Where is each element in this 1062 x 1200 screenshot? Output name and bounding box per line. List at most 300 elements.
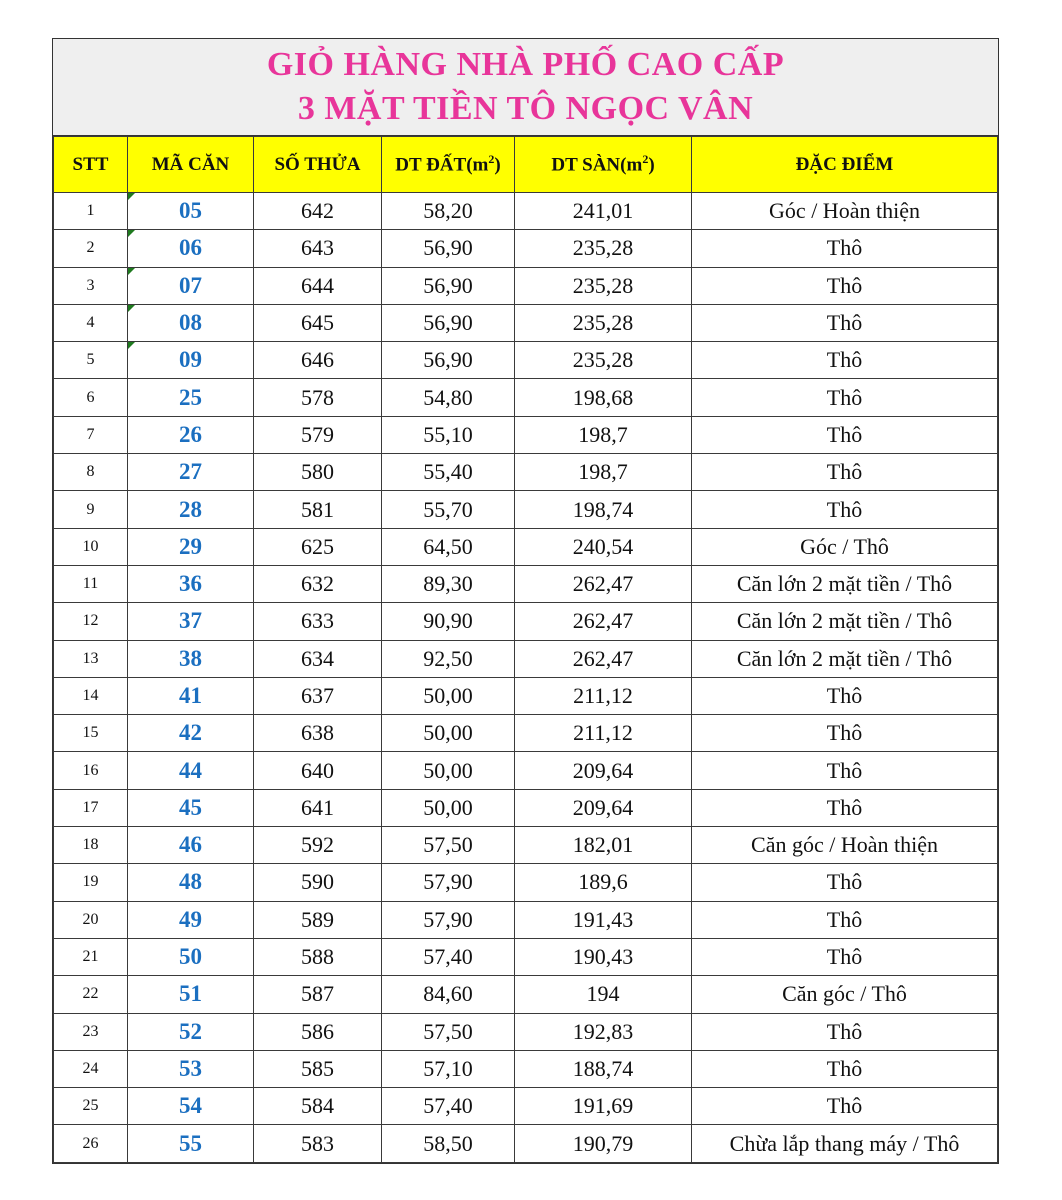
cell-dt-san-value: 209,64 <box>572 794 634 820</box>
cell-dac-diem <box>692 715 998 752</box>
cell-dac-diem-value: Thô <box>826 869 863 895</box>
cell-ma-can-value: 41 <box>179 683 202 708</box>
cell-dac-diem-value: Căn góc / Hoàn thiện <box>751 832 938 858</box>
cell-ma-can-value: 25 <box>179 384 202 410</box>
cell-dt-dat-value: 57,50 <box>423 1018 473 1044</box>
cell-dac-diem-value: Thô <box>826 310 863 336</box>
cell-so-thua <box>254 752 382 789</box>
header-dac-diem: ĐẶC ĐIỂM <box>692 137 998 193</box>
cell-stt-value: 10 <box>82 537 99 555</box>
price-list-sheet <box>52 38 999 1164</box>
cell-ma-can <box>128 454 254 491</box>
cell-so-thua-value: 588 <box>301 944 334 970</box>
cell-dt-dat <box>382 1088 515 1125</box>
cell-dac-diem-value: Thô <box>826 720 863 746</box>
cell-dt-dat <box>382 491 515 528</box>
cell-dt-dat <box>382 342 515 379</box>
cell-dt-san-value: 262,47 <box>572 608 634 634</box>
cell-dac-diem <box>692 1050 998 1087</box>
table-row <box>54 827 998 864</box>
cell-dt-san <box>515 267 692 304</box>
cell-dt-san-value: 198,7 <box>578 421 628 447</box>
header-dt-dat-close: ) <box>494 154 501 176</box>
cell-ma-can-value: 27 <box>179 459 202 485</box>
cell-dt-dat <box>382 752 515 789</box>
cell-so-thua <box>254 491 382 528</box>
cell-dac-diem <box>692 1125 998 1162</box>
cell-stt-value: 1 <box>86 202 95 220</box>
cell-dt-san-value: 211,12 <box>573 683 633 708</box>
cell-dt-dat <box>382 864 515 901</box>
cell-ma-can <box>128 342 254 379</box>
cell-stt <box>54 603 128 640</box>
cell-so-thua-value: 642 <box>301 198 334 224</box>
cell-dac-diem <box>692 677 998 714</box>
cell-stt <box>54 491 128 528</box>
cell-ma-can <box>128 230 254 267</box>
table-row <box>54 342 998 379</box>
cell-stt-value: 24 <box>82 1059 99 1077</box>
cell-dt-san <box>515 1088 692 1125</box>
cell-ma-can-value: 09 <box>179 347 202 373</box>
cell-dt-san <box>515 230 692 267</box>
cell-so-thua-value: 645 <box>301 310 334 336</box>
cell-ma-can <box>128 565 254 602</box>
cell-stt-value: 3 <box>86 276 95 294</box>
cell-so-thua <box>254 976 382 1013</box>
cell-ma-can-value: 52 <box>179 1018 202 1044</box>
cell-so-thua-value: 638 <box>301 720 334 746</box>
cell-ma-can-value: 29 <box>179 533 202 559</box>
cell-dt-dat <box>382 938 515 975</box>
cell-dac-diem <box>692 379 998 416</box>
cell-dac-diem-value: Căn lớn 2 mặt tiền / Thô <box>736 571 953 597</box>
cell-dt-dat-value: 90,90 <box>423 608 473 634</box>
cell-dac-diem-value: Chừa lắp thang máy / Thô <box>729 1130 960 1156</box>
cell-stt <box>54 416 128 453</box>
cell-dac-diem <box>692 491 998 528</box>
cell-stt <box>54 901 128 938</box>
cell-so-thua <box>254 603 382 640</box>
cell-so-thua-value: 632 <box>301 571 334 597</box>
cell-dac-diem <box>692 901 998 938</box>
cell-so-thua-value: 592 <box>301 832 334 858</box>
cell-stt <box>54 1050 128 1087</box>
cell-so-thua-value: 579 <box>301 421 334 447</box>
cell-dt-dat-value: 89,30 <box>423 571 473 597</box>
table-row <box>54 1050 998 1087</box>
comment-indicator-icon <box>128 230 135 237</box>
cell-stt <box>54 193 128 230</box>
cell-so-thua-value: 646 <box>301 347 334 373</box>
cell-stt-value: 16 <box>82 761 99 779</box>
cell-ma-can <box>128 677 254 714</box>
cell-dac-diem <box>692 1088 998 1125</box>
cell-so-thua <box>254 827 382 864</box>
cell-dac-diem <box>692 528 998 565</box>
table-row <box>54 528 998 565</box>
cell-ma-can-value: 44 <box>179 757 202 783</box>
cell-so-thua-value: 634 <box>301 645 334 671</box>
cell-dt-san <box>515 677 692 714</box>
cell-dt-dat-value: 57,90 <box>423 869 473 895</box>
cell-dt-san-value: 190,43 <box>572 944 634 970</box>
cell-stt-value: 5 <box>86 351 95 369</box>
cell-dac-diem-value: Thô <box>826 683 863 708</box>
cell-dt-dat-value: 64,50 <box>423 533 473 559</box>
cell-dt-dat-value: 56,90 <box>423 310 473 336</box>
cell-so-thua <box>254 1050 382 1087</box>
cell-stt <box>54 1088 128 1125</box>
cell-stt <box>54 640 128 677</box>
cell-dac-diem-value: Thô <box>826 1093 863 1119</box>
cell-dt-dat <box>382 976 515 1013</box>
cell-stt-value: 4 <box>86 314 95 332</box>
table-row <box>54 752 998 789</box>
table-row <box>54 379 998 416</box>
units-table <box>53 136 998 1163</box>
cell-ma-can <box>128 603 254 640</box>
cell-so-thua <box>254 715 382 752</box>
cell-dt-dat-value: 92,50 <box>423 645 473 671</box>
cell-so-thua <box>254 454 382 491</box>
cell-ma-can <box>128 1125 254 1162</box>
cell-dac-diem <box>692 976 998 1013</box>
cell-dac-diem-value: Thô <box>826 906 863 932</box>
cell-dt-dat-value: 55,40 <box>423 459 473 485</box>
cell-ma-can-value: 36 <box>179 571 202 597</box>
cell-dt-san-value: 194 <box>586 981 620 1007</box>
cell-dt-dat <box>382 677 515 714</box>
cell-ma-can <box>128 1050 254 1087</box>
cell-dac-diem-value: Thô <box>826 235 863 261</box>
table-row <box>54 640 998 677</box>
cell-so-thua-value: 625 <box>301 533 334 559</box>
cell-dac-diem <box>692 864 998 901</box>
cell-stt-value: 7 <box>86 425 95 443</box>
cell-dt-san <box>515 379 692 416</box>
cell-dac-diem <box>692 304 998 341</box>
cell-dt-dat <box>382 901 515 938</box>
cell-ma-can-value: 05 <box>179 198 202 224</box>
cell-so-thua <box>254 267 382 304</box>
cell-stt-value: 21 <box>82 948 99 966</box>
comment-indicator-icon <box>128 305 135 312</box>
cell-dt-san-value: 235,28 <box>572 347 634 373</box>
cell-dt-san-value: 262,47 <box>572 571 634 597</box>
cell-ma-can-value: 55 <box>179 1130 202 1156</box>
header-dt-san-close: ) <box>648 154 655 176</box>
cell-dac-diem-value: Góc / Thô <box>800 533 889 559</box>
table-row <box>54 864 998 901</box>
cell-dac-diem <box>692 1013 998 1050</box>
cell-dt-san <box>515 1050 692 1087</box>
table-row <box>54 416 998 453</box>
cell-dt-san <box>515 304 692 341</box>
cell-dt-san <box>515 938 692 975</box>
cell-dt-san-value: 190,79 <box>572 1130 634 1156</box>
cell-dt-san-value: 211,12 <box>573 720 633 746</box>
cell-ma-can <box>128 715 254 752</box>
cell-dt-san-value: 240,54 <box>572 533 634 559</box>
cell-dt-san-value: 235,28 <box>572 272 634 298</box>
cell-stt-value: 11 <box>82 575 99 593</box>
cell-dac-diem-value: Thô <box>826 757 863 783</box>
cell-stt-value: 6 <box>86 388 95 406</box>
title-line-2: 3 MẶT TIỀN TÔ NGỌC VÂN <box>297 90 754 127</box>
cell-so-thua-value: 586 <box>301 1018 334 1044</box>
cell-dt-dat <box>382 789 515 826</box>
cell-ma-can <box>128 193 254 230</box>
cell-so-thua <box>254 938 382 975</box>
cell-ma-can <box>128 491 254 528</box>
cell-stt <box>54 789 128 826</box>
cell-dt-san <box>515 976 692 1013</box>
cell-dt-san <box>515 454 692 491</box>
cell-dac-diem <box>692 342 998 379</box>
cell-dt-dat-value: 57,10 <box>423 1055 473 1081</box>
cell-so-thua-value: 590 <box>301 869 334 895</box>
cell-dt-dat-value: 57,50 <box>423 832 473 858</box>
cell-dac-diem-value: Thô <box>826 1018 863 1044</box>
cell-stt-value: 20 <box>82 910 99 928</box>
cell-ma-can <box>128 267 254 304</box>
cell-stt <box>54 677 128 714</box>
header-so-thua: SỐ THỬA <box>254 137 382 193</box>
cell-so-thua <box>254 640 382 677</box>
cell-dt-san <box>515 640 692 677</box>
cell-ma-can-value: 54 <box>179 1093 202 1119</box>
cell-dt-san <box>515 565 692 602</box>
cell-ma-can-value: 08 <box>179 310 202 336</box>
cell-dt-san <box>515 864 692 901</box>
cell-stt <box>54 528 128 565</box>
cell-dt-san-value: 188,74 <box>572 1055 634 1081</box>
cell-ma-can <box>128 901 254 938</box>
cell-stt <box>54 976 128 1013</box>
table-row <box>54 454 998 491</box>
cell-dt-san-value: 198,74 <box>572 496 634 522</box>
cell-stt-value: 25 <box>82 1097 99 1115</box>
cell-so-thua-value: 580 <box>301 459 334 485</box>
cell-dt-dat-value: 58,20 <box>423 198 473 224</box>
cell-ma-can <box>128 640 254 677</box>
cell-dt-dat-value: 50,00 <box>423 720 473 746</box>
table-row <box>54 491 998 528</box>
title-line-1: GIỎ HÀNG NHÀ PHỐ CAO CẤP <box>266 46 785 83</box>
table-row <box>54 789 998 826</box>
table-row <box>54 901 998 938</box>
cell-stt-value: 8 <box>86 463 95 481</box>
cell-so-thua <box>254 304 382 341</box>
cell-dt-dat <box>382 528 515 565</box>
cell-dt-san <box>515 715 692 752</box>
cell-so-thua-value: 584 <box>301 1093 334 1119</box>
cell-dt-san-value: 189,6 <box>578 869 628 895</box>
cell-dac-diem-value: Thô <box>826 272 863 298</box>
cell-so-thua-value: 589 <box>301 906 334 932</box>
comment-indicator-icon <box>128 342 135 349</box>
cell-so-thua-value: 640 <box>301 757 334 783</box>
cell-stt <box>54 864 128 901</box>
cell-so-thua <box>254 230 382 267</box>
title-band <box>53 39 998 136</box>
cell-ma-can <box>128 976 254 1013</box>
cell-so-thua-value: 581 <box>301 496 334 522</box>
cell-dac-diem <box>692 267 998 304</box>
table-row <box>54 1125 998 1162</box>
cell-so-thua-value: 585 <box>301 1055 334 1081</box>
cell-ma-can <box>128 938 254 975</box>
cell-dac-diem-value: Thô <box>826 496 863 522</box>
cell-stt-value: 9 <box>86 500 95 518</box>
cell-dt-san-value: 191,43 <box>572 906 634 932</box>
cell-ma-can-value: 26 <box>179 421 202 447</box>
cell-dt-san <box>515 416 692 453</box>
table-row <box>54 230 998 267</box>
cell-dt-san-value: 262,47 <box>572 645 634 671</box>
cell-stt <box>54 379 128 416</box>
cell-stt <box>54 304 128 341</box>
cell-dt-san <box>515 193 692 230</box>
cell-ma-can-value: 28 <box>179 496 202 522</box>
cell-stt <box>54 454 128 491</box>
cell-dac-diem-value: Góc / Hoàn thiện <box>769 198 920 224</box>
cell-stt-value: 2 <box>86 239 95 257</box>
cell-dt-dat-value: 54,80 <box>423 384 473 410</box>
comment-indicator-icon <box>128 268 135 275</box>
cell-so-thua <box>254 677 382 714</box>
cell-ma-can-value: 50 <box>179 944 202 970</box>
cell-dac-diem-value: Thô <box>826 421 863 447</box>
cell-dt-dat <box>382 827 515 864</box>
cell-dt-dat-value: 84,60 <box>423 981 473 1007</box>
cell-dt-san <box>515 1125 692 1162</box>
cell-so-thua-value: 644 <box>301 272 334 298</box>
cell-ma-can <box>128 379 254 416</box>
cell-so-thua <box>254 565 382 602</box>
cell-stt-value: 14 <box>82 687 99 704</box>
cell-so-thua-value: 587 <box>301 981 334 1007</box>
table-row <box>54 304 998 341</box>
cell-stt-value: 23 <box>82 1022 99 1040</box>
cell-dt-san <box>515 528 692 565</box>
header-dt-dat <box>382 137 515 193</box>
cell-dt-san-value: 198,7 <box>578 459 628 485</box>
cell-so-thua-value: 637 <box>301 683 334 708</box>
cell-dt-san-value: 235,28 <box>572 310 634 336</box>
cell-ma-can <box>128 304 254 341</box>
cell-dac-diem <box>692 752 998 789</box>
cell-stt <box>54 565 128 602</box>
cell-so-thua <box>254 342 382 379</box>
table-body <box>54 193 998 1163</box>
cell-dt-dat-value: 50,00 <box>423 683 473 708</box>
header-dt-san-exponent: 2 <box>642 152 649 167</box>
cell-dac-diem <box>692 565 998 602</box>
cell-dt-san-value: 209,64 <box>572 757 634 783</box>
cell-dt-dat <box>382 230 515 267</box>
cell-ma-can-value: 38 <box>179 645 202 671</box>
cell-so-thua <box>254 379 382 416</box>
header-dt-san <box>515 137 692 193</box>
cell-dac-diem-value: Căn lớn 2 mặt tiền / Thô <box>736 645 953 671</box>
cell-dt-dat-value: 57,40 <box>423 944 473 970</box>
cell-stt-value: 18 <box>82 836 99 854</box>
cell-ma-can <box>128 416 254 453</box>
cell-dac-diem <box>692 603 998 640</box>
cell-ma-can <box>128 864 254 901</box>
cell-dt-dat-value: 56,90 <box>423 347 473 373</box>
cell-stt-value: 17 <box>82 798 99 816</box>
cell-dt-dat <box>382 715 515 752</box>
table-row <box>54 938 998 975</box>
cell-stt <box>54 1013 128 1050</box>
cell-dt-dat <box>382 565 515 602</box>
cell-dac-diem-value: Thô <box>826 944 863 970</box>
table-row <box>54 1088 998 1125</box>
cell-dt-san <box>515 827 692 864</box>
cell-dac-diem-value: Thô <box>826 794 863 820</box>
cell-dt-dat <box>382 1125 515 1162</box>
header-ma-can: MÃ CĂN <box>128 137 254 193</box>
cell-dt-san-value: 235,28 <box>572 235 634 261</box>
cell-dac-diem <box>692 827 998 864</box>
cell-dt-dat-value: 50,00 <box>423 757 473 783</box>
table-row <box>54 603 998 640</box>
cell-dt-dat <box>382 379 515 416</box>
cell-dac-diem <box>692 938 998 975</box>
cell-dt-dat <box>382 454 515 491</box>
cell-stt <box>54 342 128 379</box>
comment-indicator-icon <box>128 193 135 200</box>
cell-stt-value: 13 <box>82 649 99 667</box>
cell-stt <box>54 230 128 267</box>
cell-dt-san-value: 192,83 <box>572 1018 634 1044</box>
cell-dt-san-value: 198,68 <box>572 384 634 410</box>
cell-so-thua-value: 643 <box>301 235 334 261</box>
cell-ma-can <box>128 789 254 826</box>
cell-dt-san <box>515 603 692 640</box>
cell-dt-dat <box>382 640 515 677</box>
cell-dt-dat-value: 58,50 <box>423 1130 473 1156</box>
cell-dac-diem-value: Thô <box>826 347 863 373</box>
cell-ma-can-value: 06 <box>179 235 202 261</box>
cell-dt-dat <box>382 304 515 341</box>
cell-stt <box>54 267 128 304</box>
cell-dt-dat <box>382 603 515 640</box>
cell-dt-dat <box>382 193 515 230</box>
cell-ma-can-value: 42 <box>179 720 202 746</box>
cell-ma-can-value: 45 <box>179 794 202 820</box>
cell-so-thua <box>254 901 382 938</box>
table-row <box>54 976 998 1013</box>
cell-so-thua-value: 641 <box>301 794 334 820</box>
cell-stt-value: 12 <box>82 612 99 630</box>
cell-stt <box>54 715 128 752</box>
cell-stt <box>54 752 128 789</box>
cell-ma-can <box>128 528 254 565</box>
header-dt-dat-exponent: 2 <box>488 152 495 167</box>
cell-dac-diem-value: Căn lớn 2 mặt tiền / Thô <box>736 608 953 634</box>
cell-so-thua <box>254 864 382 901</box>
cell-so-thua <box>254 1088 382 1125</box>
cell-so-thua <box>254 789 382 826</box>
table-row <box>54 267 998 304</box>
cell-dt-dat-value: 56,90 <box>423 272 473 298</box>
cell-dac-diem <box>692 640 998 677</box>
cell-ma-can <box>128 1088 254 1125</box>
